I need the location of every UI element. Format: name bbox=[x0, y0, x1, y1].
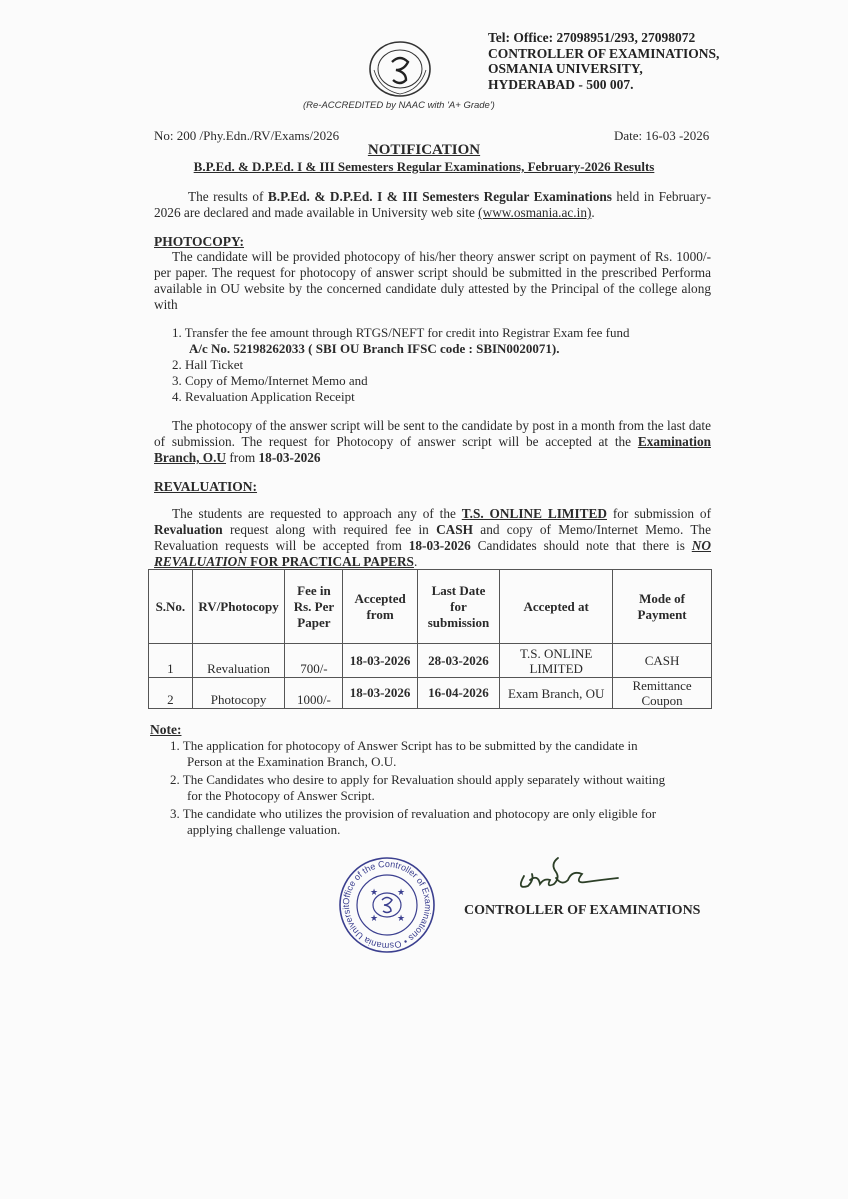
table-cell: 700/- bbox=[285, 644, 343, 678]
list-item: 2. The Candidates who desire to apply for Revaluation should apply separately without waiting for the Photocopy of Answer Script. bbox=[170, 772, 666, 803]
svg-text:★: ★ bbox=[397, 887, 406, 897]
photocopy-dispatch-paragraph: The photocopy of the answer script will be sent to the candidate by post in a month from the last date of submission. The request for Photocopy of answer script will be accepted at the Examination Branch, O.U from 18-03-2026 bbox=[154, 418, 711, 465]
bank-account-details: A/c No. 52198262033 ( SBI OU Branch IFSC code : SBIN0020071). bbox=[189, 341, 560, 356]
table-row bbox=[149, 644, 712, 678]
table-cell: 16-04-2026 bbox=[417, 678, 499, 709]
list-item: 1. Transfer the fee amount through RTGS/NEFT for credit into Registrar Exam fee fund bbox=[172, 325, 630, 340]
naac-accreditation: (Re-ACCREDITED by NAAC with 'A+ Grade') bbox=[303, 100, 495, 111]
office-address bbox=[488, 30, 719, 92]
column-header: Accepted at bbox=[500, 570, 613, 644]
column-header: Last Date for submission bbox=[417, 570, 499, 644]
photocopy-requirements bbox=[172, 325, 630, 405]
notification-subtitle: B.P.Ed. & D.P.Ed. I & III Semesters Regular Examinations, February-2026 Results bbox=[193, 159, 655, 174]
column-header: Mode of Payment bbox=[613, 570, 712, 644]
table-cell: 1000/- bbox=[285, 678, 343, 709]
list-item: 1. The application for photocopy of Answer Script has to be submitted by the candidate in Person at the Examination Branch, O.U. bbox=[170, 738, 638, 769]
schedule-table bbox=[148, 569, 712, 709]
table-cell: 28-03-2026 bbox=[417, 644, 499, 678]
revaluation-paragraph: The students are requested to approach any of the T.S. ONLINE LIMITED for submission of Revaluation request along with required fee in CASH and copy of Memo/Internet Memo. The Revaluation requests will be accepted from 18-03-2026 Candidates should note that there is NO REVALUATION FOR PRACTICAL PAPERS. bbox=[154, 506, 711, 569]
university-logo bbox=[360, 40, 440, 98]
examination-branch: Examination Branch, O.U bbox=[154, 434, 711, 465]
notes-list bbox=[170, 738, 670, 838]
svg-text:Office of the Controller of Ex: Office of the Controller of Examinations • Osmania Universit bbox=[340, 858, 434, 952]
table-cell: CASH bbox=[613, 644, 712, 678]
table-cell: Revaluation bbox=[192, 644, 285, 678]
table-cell: 18-03-2026 bbox=[343, 678, 417, 709]
notification-title: NOTIFICATION bbox=[367, 142, 481, 158]
table-cell: 18-03-2026 bbox=[343, 644, 417, 678]
svg-text:★: ★ bbox=[397, 913, 406, 923]
table-header-row bbox=[149, 570, 712, 644]
signatory-title: CONTROLLER OF EXAMINATIONS bbox=[464, 903, 701, 918]
office-stamp bbox=[337, 855, 437, 955]
address-line: CONTROLLER OF EXAMINATIONS, bbox=[488, 45, 720, 61]
column-header: Fee in Rs. Per Paper bbox=[285, 570, 343, 644]
table-cell: T.S. ONLINE LIMITED bbox=[500, 644, 613, 678]
university-website-link[interactable]: (www.osmania.ac.in) bbox=[478, 205, 592, 220]
intro-paragraph: The results of B.P.Ed. & D.P.Ed. I & III Semesters Regular Examinations held in February-2026 are declared and made available in University web site (www.osmania.ac.in). bbox=[154, 189, 711, 220]
svg-text:★: ★ bbox=[370, 887, 379, 897]
table-cell: 2 bbox=[149, 678, 193, 709]
address-line: Tel: Office: 27098951/293, 27098072 bbox=[488, 30, 696, 45]
column-header: Accepted from bbox=[343, 570, 417, 644]
table-cell: Remittance Coupon bbox=[613, 678, 712, 709]
controller-signature bbox=[510, 850, 625, 898]
table-cell: Exam Branch, OU bbox=[500, 678, 613, 709]
address-line: HYDERABAD - 500 007. bbox=[488, 76, 634, 92]
revaluation-heading: REVALUATION: bbox=[154, 479, 258, 494]
table-cell: Photocopy bbox=[192, 678, 285, 709]
photocopy-heading: PHOTOCOPY: bbox=[154, 234, 245, 249]
address-line: OSMANIA UNIVERSITY, bbox=[488, 61, 643, 76]
photocopy-paragraph: The candidate will be provided photocopy of his/her theory answer script on payment of Rs. 1000/- per paper. The request for photocopy of answer script should be submitted in the prescribed Performa available in OU website by the concerned candidate duly attested by the Principal of the college along with bbox=[154, 249, 711, 312]
svg-text:★: ★ bbox=[370, 913, 379, 923]
table-cell: 1 bbox=[149, 644, 193, 678]
table-row bbox=[149, 678, 712, 709]
reference-number: No: 200 /Phy.Edn./RV/Exams/2026 bbox=[154, 128, 340, 143]
list-item: 4. Revaluation Application Receipt bbox=[172, 389, 355, 404]
notification-date: Date: 16-03 -2026 bbox=[614, 128, 710, 143]
note-heading: Note: bbox=[150, 722, 182, 737]
list-item: 2. Hall Ticket bbox=[172, 357, 244, 372]
list-item: 3. Copy of Memo/Internet Memo and bbox=[172, 373, 368, 388]
column-header: S.No. bbox=[149, 570, 193, 644]
column-header: RV/Photocopy bbox=[192, 570, 285, 644]
list-item: 3. The candidate who utilizes the provision of revaluation and photocopy are only eligible for applying challenge valuation. bbox=[170, 806, 657, 837]
